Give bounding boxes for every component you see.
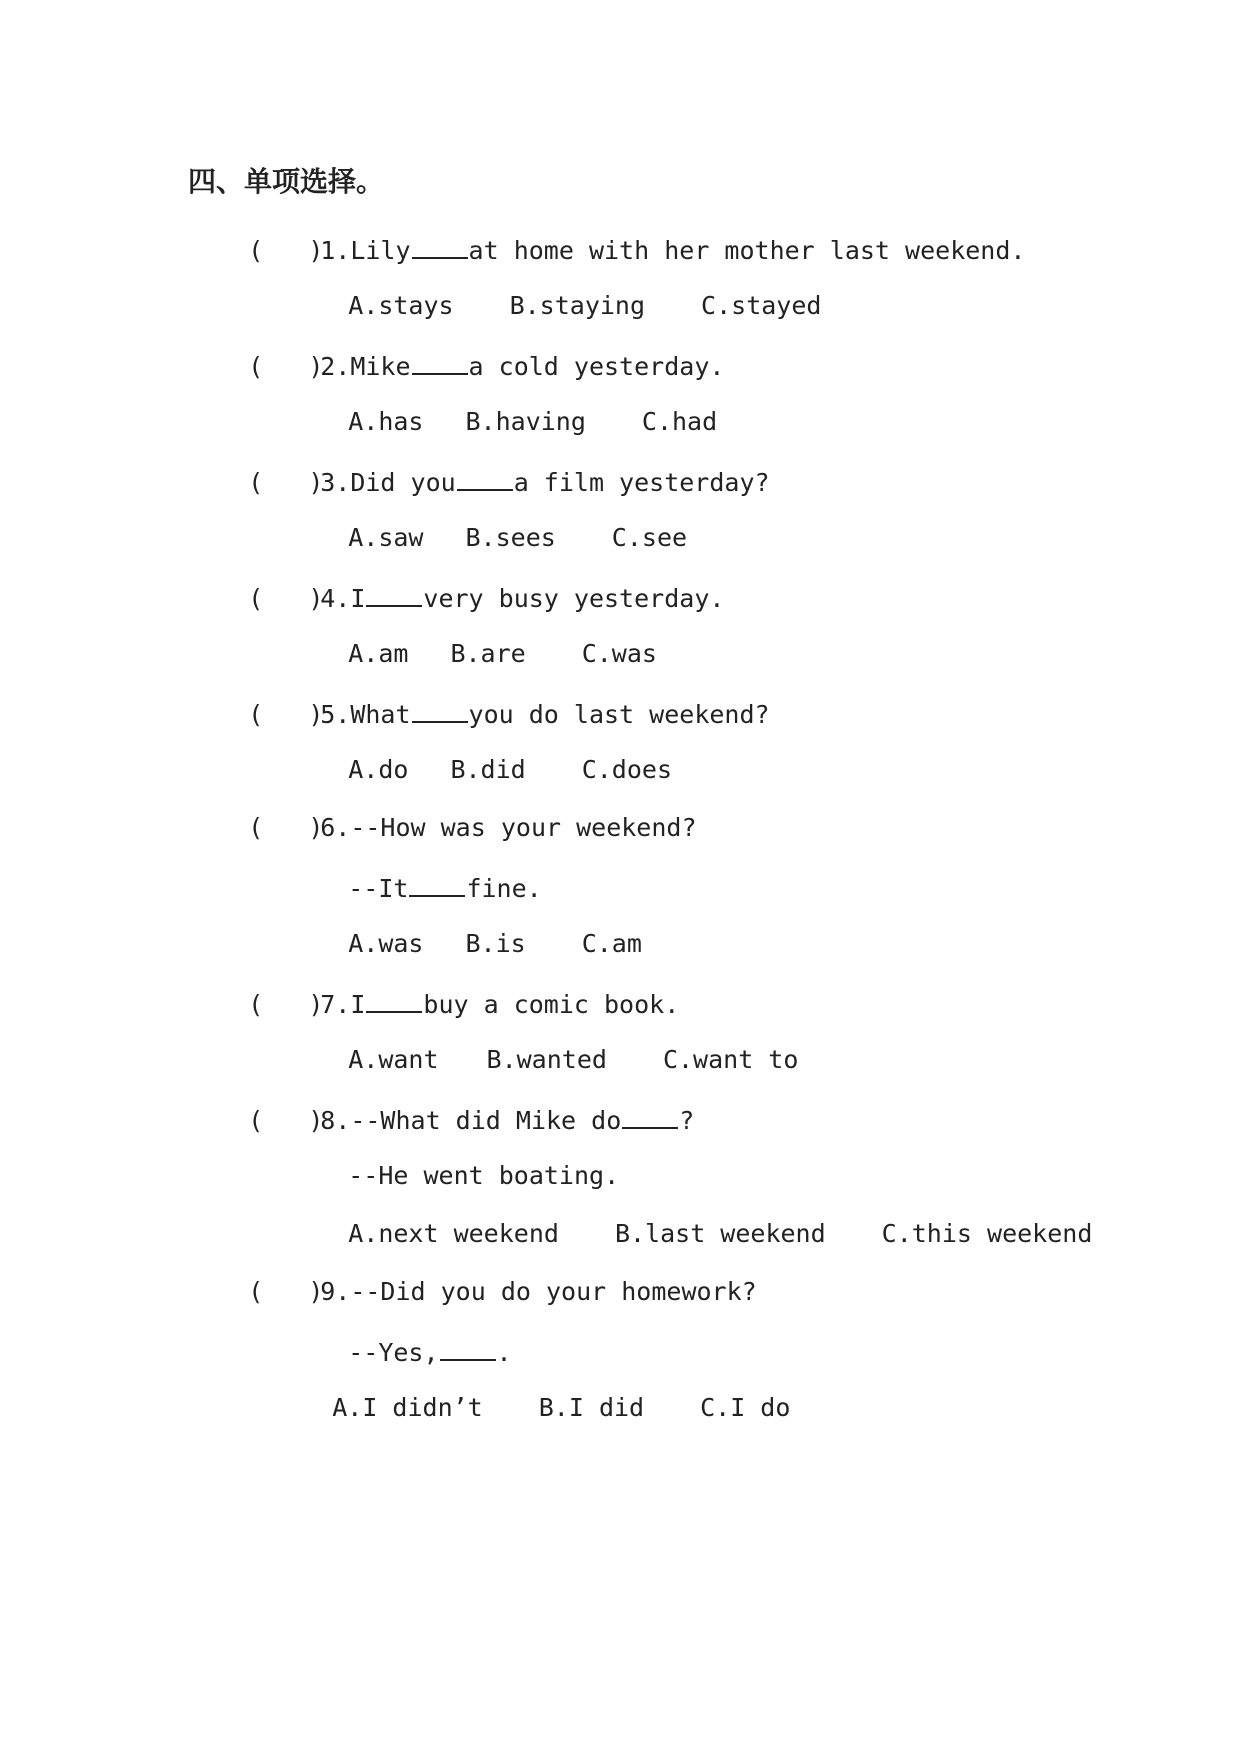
question-number: 7. — [320, 990, 351, 1019]
reply-text: --He went boating. — [348, 1161, 620, 1190]
blank — [412, 351, 468, 375]
option-c: C.was — [581, 639, 657, 668]
question-number: 5. — [320, 700, 351, 729]
question-number: 9. — [320, 1277, 351, 1306]
option-c: C.am — [581, 929, 642, 958]
option-c: C.stayed — [701, 291, 822, 320]
blank — [409, 873, 465, 897]
answer-paren[interactable]: ( ) — [248, 584, 324, 613]
blank — [412, 699, 468, 723]
question-text: a cold yesterday. — [468, 352, 725, 381]
option-c: C.does — [581, 755, 673, 784]
option-c: C.I do — [700, 1393, 791, 1422]
reply-text: --It — [348, 874, 409, 903]
question-text: ? — [679, 1106, 695, 1135]
question-text: --What did Mike do — [350, 1106, 622, 1135]
option-b: B.having — [465, 407, 586, 436]
answer-paren[interactable]: ( ) — [248, 468, 324, 497]
question-number: 8. — [320, 1106, 351, 1135]
option-a: A.was — [348, 929, 424, 958]
question-text: I — [350, 990, 366, 1019]
option-b: B.did — [450, 755, 526, 784]
question-text: buy a comic book. — [423, 990, 680, 1019]
question-number: 3. — [320, 468, 351, 497]
answer-paren[interactable]: ( ) — [248, 990, 324, 1019]
option-a: A.want — [348, 1045, 439, 1074]
option-b: B.last weekend — [614, 1219, 826, 1248]
option-a: A.do — [348, 755, 409, 784]
answer-paren[interactable]: ( ) — [248, 352, 324, 381]
blank — [457, 467, 513, 491]
question-text: at home with her mother last weekend. — [468, 236, 1026, 265]
reply-text: . — [496, 1338, 512, 1367]
option-b: B.is — [465, 929, 526, 958]
option-a: A.am — [348, 639, 409, 668]
option-a: A.I didn’t — [332, 1393, 483, 1422]
question-number: 6. — [320, 813, 351, 842]
question-text: --Did you do your homework? — [350, 1277, 757, 1306]
option-a: A.saw — [348, 523, 424, 552]
question-text: a film yesterday? — [513, 468, 770, 497]
option-a: A.next weekend — [348, 1219, 559, 1248]
section-title: 四、单项选择。 — [188, 165, 385, 198]
option-c: C.see — [611, 523, 688, 552]
option-c: C.want to — [662, 1045, 799, 1074]
answer-paren[interactable]: ( ) — [248, 1106, 324, 1135]
question-number: 4. — [320, 584, 351, 613]
option-a: A.has — [348, 407, 424, 436]
option-c: C.this weekend — [881, 1219, 1093, 1248]
option-c: C.had — [641, 407, 718, 436]
option-a: A.stays — [348, 291, 454, 320]
option-b: B.sees — [465, 523, 556, 552]
option-b: B.wanted — [486, 1045, 607, 1074]
answer-paren[interactable]: ( ) — [248, 700, 324, 729]
question-text: you do last weekend? — [468, 700, 770, 729]
answer-paren[interactable]: ( ) — [248, 1277, 324, 1306]
blank — [622, 1105, 678, 1129]
options-9 — [272, 1370, 846, 1445]
blank — [366, 989, 422, 1013]
question-text: What — [350, 700, 411, 729]
question-number: 1. — [320, 236, 351, 265]
option-b: B.staying — [509, 291, 646, 320]
question-text: Lily — [350, 236, 411, 265]
reply-text: fine. — [466, 874, 542, 903]
blank — [412, 235, 468, 259]
option-b: B.are — [450, 639, 526, 668]
question-text: --How was your weekend? — [350, 813, 697, 842]
question-number: 2. — [320, 352, 351, 381]
blank — [366, 583, 422, 607]
reply-text: --Yes, — [348, 1338, 439, 1367]
question-text: Did you — [350, 468, 456, 497]
answer-paren[interactable]: ( ) — [248, 236, 324, 265]
question-text: Mike — [350, 352, 411, 381]
question-text: very busy yesterday. — [423, 584, 725, 613]
option-b: B.I did — [538, 1393, 645, 1422]
question-text: I — [350, 584, 366, 613]
answer-paren[interactable]: ( ) — [248, 813, 324, 842]
blank — [440, 1337, 496, 1361]
